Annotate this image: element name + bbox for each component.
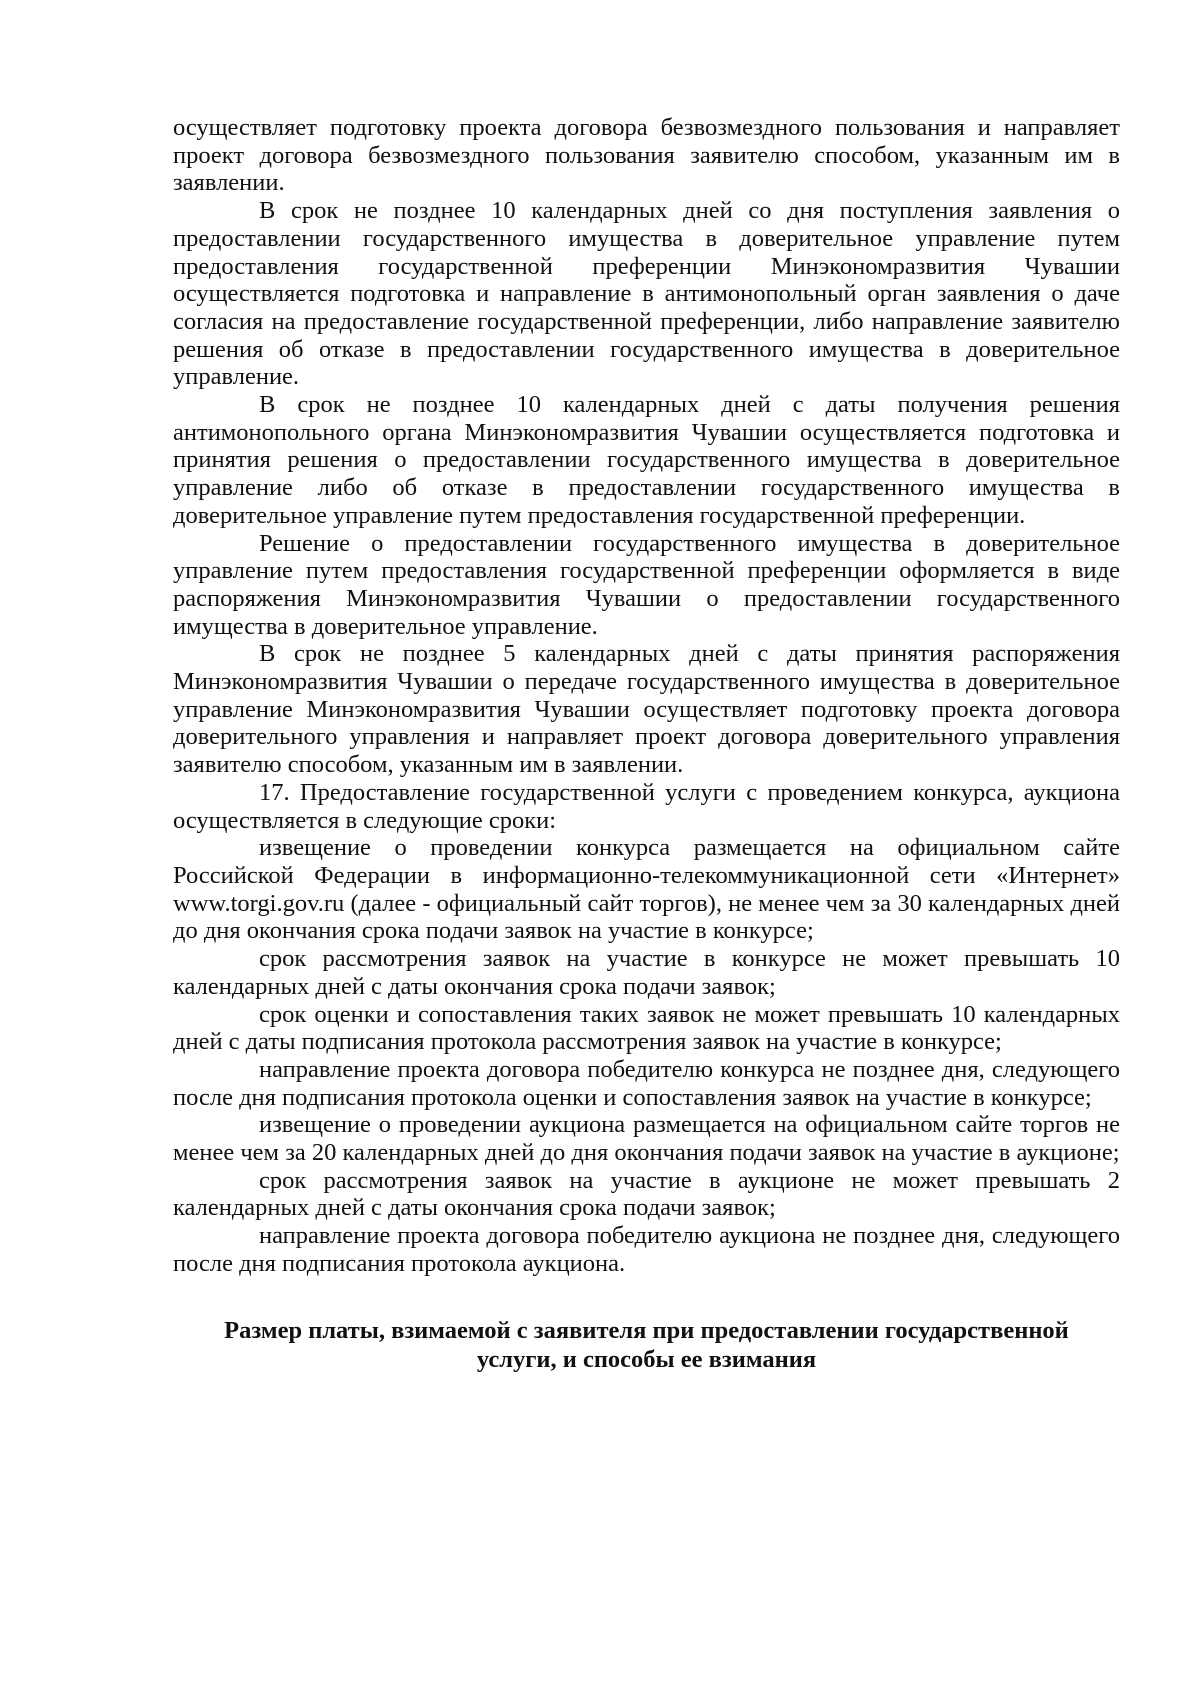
paragraph: В срок не позднее 5 календарных дней с даты принятия распоряжения Минэкономразвития Чувашии о передаче государственного имущества в доверительное управление Минэкономразвития Чувашии осуществляет подготовку проекта договора доверительного управления и направляет проект договора доверительного управления заявителю способом, указанным им в заявлении. (173, 640, 1120, 779)
paragraph: извещение о проведении аукциона размещается на официальном сайте торгов не менее чем за 20 календарных дней до дня окончания подачи заявок на участие в аукционе; (173, 1111, 1120, 1167)
paragraph: направление проекта договора победителю аукциона не позднее дня, следующего после дня подписания протокола аукциона. (173, 1222, 1120, 1277)
paragraph: 17. Предоставление государственной услуги с проведением конкурса, аукциона осуществляется в следующие сроки: (173, 778, 1120, 834)
paragraph: извещение о проведении конкурса размещается на официальном сайте Российской Федерации в информационно-телекоммуникационной сети «Интернет» www.torgi.gov.ru (далее - официальный сайт торгов), не менее чем за 30 календарных дней до дня окончания срока подачи заявок на участие в конкурсе; (173, 834, 1120, 945)
document-page (173, 114, 1120, 1374)
section-heading: Размер платы, взимаемой с заявителя при предоставлении государственной услуги, и способы ее взимания (224, 1316, 1069, 1373)
paragraph: В срок не позднее 10 календарных дней со дня поступления заявления о предоставлении государственного имущества в доверительное управление путем предоставления государственной преференции Минэкономразвития Чувашии осуществляется подготовка и направление в антимонопольный орган заявления о даче согласия на предоставление государственной преференции, либо направление заявителю решения об отказе в предоставлении государственного имущества в доверительное управление. (173, 197, 1120, 391)
paragraph: срок оценки и сопоставления таких заявок не может превышать 10 календарных дней с даты подписания протокола рассмотрения заявок на участие в конкурсе; (173, 1000, 1120, 1056)
paragraph: Решение о предоставлении государственного имущества в доверительное управление путем предоставления государственной преференции оформляется в виде распоряжения Минэкономразвития Чувашии о предоставлении государственного имущества в доверительное управление. (173, 529, 1120, 640)
paragraph: В срок не позднее 10 календарных дней с даты получения решения антимонопольного органа Минэкономразвития Чувашии осуществляется подготовка и принятия решения о предоставлении государственного имущества в доверительное управление либо об отказе в предоставлении государственного имущества в доверительное управление путем предоставления государственной преференции. (173, 391, 1120, 529)
paragraph: направление проекта договора победителю конкурса не позднее дня, следующего после дня подписания протокола оценки и сопоставления заявок на участие в конкурсе; (173, 1055, 1120, 1111)
paragraph: срок рассмотрения заявок на участие в конкурсе не может превышать 10 календарных дней с даты окончания срока подачи заявок; (173, 945, 1120, 1000)
paragraph: осуществляет подготовку проекта договора безвозмездного пользования и направляет проект договора безвозмездного пользования заявителю способом, указанным им в заявлении. (173, 114, 1120, 197)
paragraph: срок рассмотрения заявок на участие в аукционе не может превышать 2 календарных дней с даты окончания срока подачи заявок; (173, 1166, 1120, 1222)
